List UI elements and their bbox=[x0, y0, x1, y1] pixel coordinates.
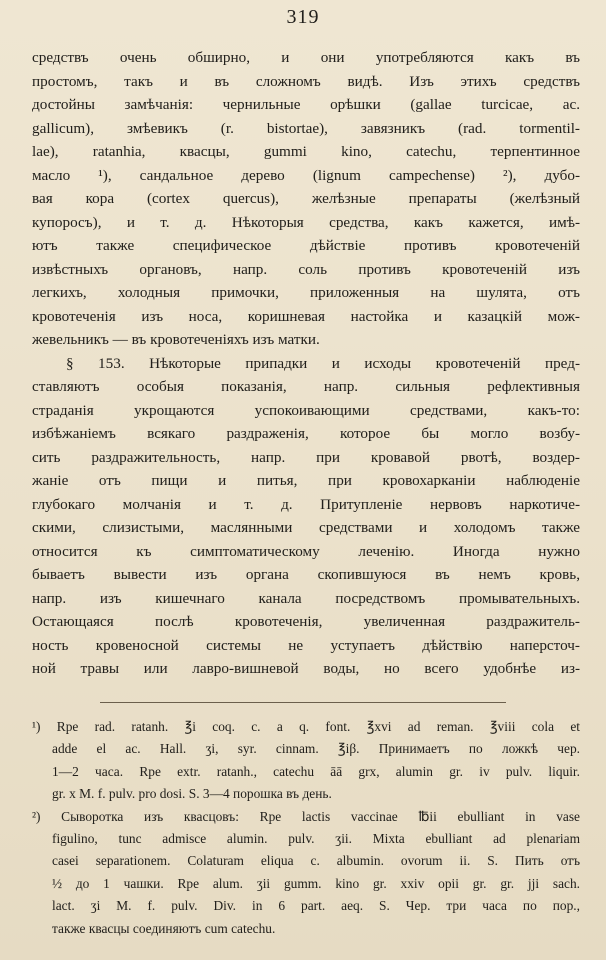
section-heading-line: § 153. Нѣкоторые припадки и исходы кровотеченій пред- bbox=[66, 354, 580, 372]
footnote-line: также квасцы соединяютъ cum catechu. bbox=[52, 920, 276, 936]
text-line: ной травы или лавро-вишневой воды, но всего удобнѣе из- bbox=[32, 660, 580, 677]
footnote-line: ²) Сыворотка изъ квасцовъ: Rpe lactis vaccinae ℔ii ebulliant in vase bbox=[32, 808, 580, 824]
text-line: кровотеченія изъ носа, коришневая настойка и казацкій мож- bbox=[32, 307, 580, 325]
text-line: ность кровеносной системы не уступаетъ дѣйствію наперсточ- bbox=[32, 636, 580, 654]
text-line: средствъ очень обширно, и они употребляются какъ въ bbox=[32, 49, 580, 66]
text-line: ставляютъ особыя показанія, напр. сильныя рефлективныя bbox=[32, 378, 580, 395]
text-line: страданія укрощаются успокоивающими средствами, какъ-то: bbox=[32, 401, 580, 419]
footnote-line: casei separationem. Colaturam eliqua c. albumin. ovorum ii. S. Пить отъ bbox=[52, 853, 580, 869]
text-line: относится къ симптоматическому леченію. Иногда нужно bbox=[32, 542, 580, 560]
footnote-line: lact. ʒi M. f. pulv. Div. in 6 part. aeq. S. Чер. три часа по пор., bbox=[52, 898, 580, 914]
text-line: простомъ, такъ и въ сложномъ видѣ. Изъ этихъ средствъ bbox=[32, 72, 580, 90]
footnote-line: ¹) Rpe rad. ratanh. ℥i coq. c. a q. font. ℥xvi ad reman. ℥viii cola et bbox=[32, 719, 580, 734]
text-line: глубокаго молчанія и т. д. Притупленіе нервовъ наркотиче- bbox=[32, 495, 580, 513]
footnote-2 bbox=[32, 806, 580, 940]
text-line: lae), ratanhia, квасцы, gummi kino, catechu, терпентинное bbox=[32, 143, 580, 160]
text-line: достойны замѣчанія: чернильные орѣшки (gallae turcicae, ac. bbox=[32, 96, 580, 113]
text-line: купоросъ), и т. д. Нѣкоторыя средства, какъ кажется, имѣ- bbox=[32, 213, 580, 231]
text-line: жевельникъ — въ кровотеченіяхъ изъ матки. bbox=[32, 331, 320, 348]
text-line: вая кора (cortex quercus), желѣзные препараты (желѣзный bbox=[32, 190, 580, 207]
text-line: жаніе отъ пищи и питья, при кровохарканіи наблюденіе bbox=[32, 472, 580, 489]
text-line: легкихъ, холодныя примочки, приложенныя на шулята, отъ bbox=[32, 284, 580, 301]
text-line: gallicum), змѣевикъ (r. bistortae), завязникъ (rad. tormentil- bbox=[32, 119, 580, 137]
footnote-line: figulino, tunc admisce alumin. pulv. ʒii. Mixta ebulliant ad plenariam bbox=[52, 830, 580, 846]
footnote-divider bbox=[100, 702, 506, 703]
text-line: извѣстныхъ органовъ, напр. соль противъ кровотеченій изъ bbox=[32, 260, 580, 278]
text-line: масло ¹), сандальное дерево (lignum campechense) ²), дубо- bbox=[32, 166, 580, 184]
footnotes bbox=[32, 716, 580, 940]
text-line: избѣжаніемъ всякаго раздраженія, которое бы могло возбу- bbox=[32, 425, 580, 442]
footnote-line: ½ до 1 чашки. Rpe alum. ʒii gumm. kino gr. xxiv opii gr. gr. jji sach. bbox=[52, 875, 580, 891]
text-line: скими, слизистыми, маслянными средствами и холодомъ также bbox=[32, 519, 580, 536]
footnote-line: gr. x M. f. pulv. pro dosi. S. 3—4 порошка въ день. bbox=[52, 786, 332, 802]
footnote-1 bbox=[32, 716, 580, 806]
text-line: бываетъ вывести изъ органа скопившуюся въ немъ кровь, bbox=[32, 566, 580, 583]
main-text bbox=[32, 46, 580, 681]
text-line: напр. изъ кишечнаго канала посредствомъ промывательныхъ. bbox=[32, 589, 580, 607]
text-line: сить раздражительность, напр. при кровавой рвотѣ, воздер- bbox=[32, 448, 580, 466]
footnote-line: 1—2 часа. Rpe extr. ratanh., catechu āā grx, alumin gr. iv pulv. liquir. bbox=[52, 763, 580, 779]
footnote-line: adde el ac. Hall. ʒi, syr. cinnam. ℥iβ. Принимаетъ по ложкѣ чер. bbox=[52, 741, 580, 757]
text-line: Остающаяся послѣ кровотеченія, увеличенная раздражитель- bbox=[32, 613, 580, 630]
page-number: 319 bbox=[286, 6, 320, 28]
text-line: ютъ также специфическое дѣйствіе противъ кровотеченій bbox=[32, 237, 580, 254]
